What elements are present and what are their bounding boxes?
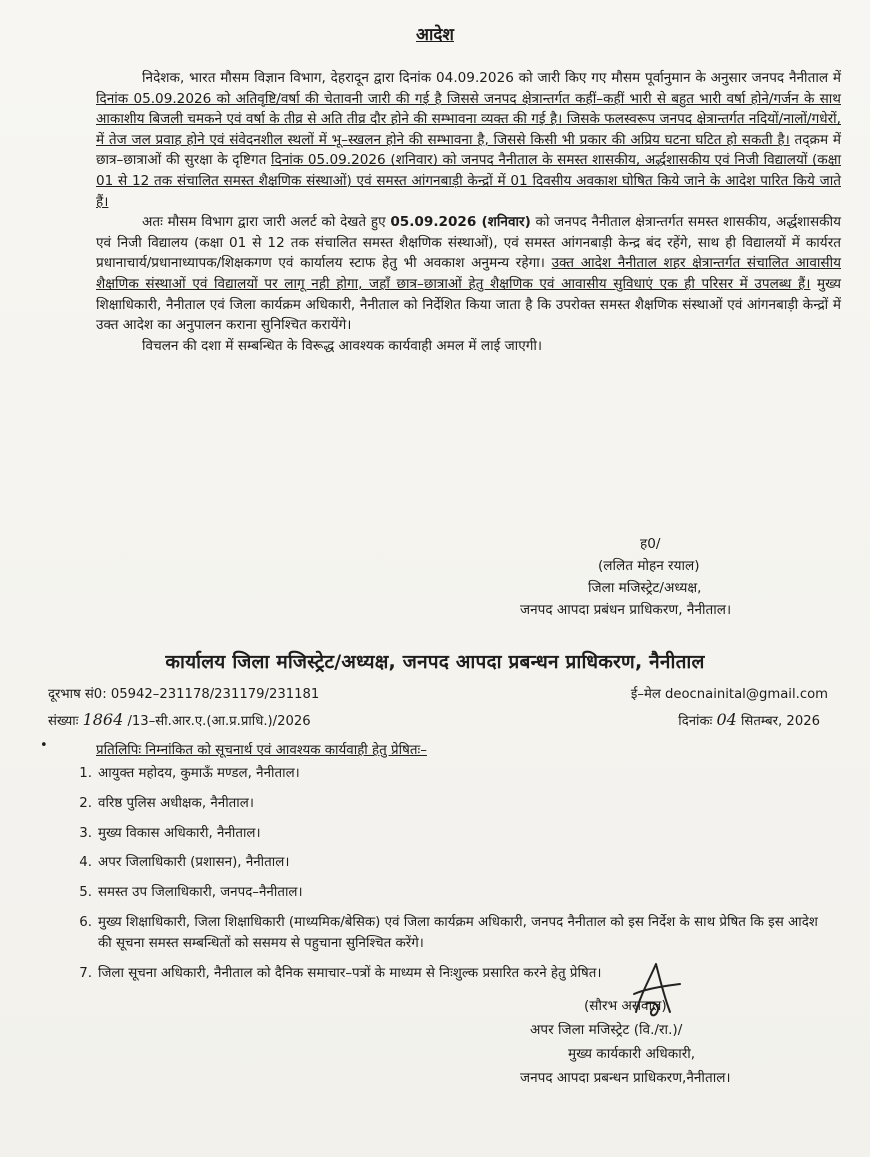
p2-intro: अतः मौसम विभाग द्वारा जारी अलर्ट को देखते हुए (142, 214, 391, 231)
p1-warning-underlined: दिनांक 05.09.2026 को अतिवृष्टि/वर्षा की चेतावनी जारी की गई है जिससे जनपद क्षेत्रान्तर्गत कहीं–कहीं भारी से बहुत भारी वर्षा होने/गर्जन के साथ आकाशीय बिजली चमकने एवं वर्षा के तीव्र से अति तीव्र दौर होने की सम्भावना व्यक्त की गई है। जिसके फलस्वरूप जनपद क्षेत्रान्तर्गत नदियों/नालों/गधेरों, में तेज जल प्रवाह होने एवं संवेदनशील स्थलों में भू–स्खलन होने की सम्भावना है, जिससे किसी भी प्रकार की अप्रिय घटना घटित हो सकती है। (96, 90, 841, 148)
sig1-name: (ललित मोहन रयाल) (598, 558, 700, 574)
reference-number (48, 710, 311, 729)
copy-recipient-number: 3. (79, 825, 92, 841)
copy-recipient-item (60, 764, 830, 785)
order-paragraph-1 (96, 68, 841, 212)
sig1-authority: जनपद आपदा प्रबंधन प्राधिकरण, नैनीताल। (520, 602, 732, 618)
office-header: कार्यालय जिला मजिस्ट्रेट/अध्यक्ष, जनपद आपदा प्रबन्धन प्राधिकरण, नैनीताल (165, 651, 705, 673)
p2-date-bold: 05.09.2026 (शनिवार) (390, 214, 531, 231)
ref-suffix: /13–सी.आर.ए.(आ.प्र.प्राधि.)/2026 (123, 714, 311, 729)
copy-recipient-number: 6. (79, 914, 92, 930)
p2-exception-underlined: उक्त आदेश नैनीताल शहर क्षेत्रान्तर्गत संचालित आवासीय शैक्षणिक संस्थाओं एवं विद्यालयों पर लागू नही होगा, जहाँ छात्र–छात्राओं हेतु शैक्षणिक एवं आवासीय सुविधाएं एक ही परिसर में उपलब्ध हैं। (96, 255, 841, 292)
document-title: आदेश (416, 25, 454, 45)
ref-handwritten: 1864 (82, 710, 124, 729)
signature-block-dm (520, 533, 840, 621)
p2-directive: मुख्य शिक्षाधिकारी, नैनीताल एवं जिला कार्यक्रम अधिकारी, नैनीताल को निर्देशित किया जाता है कि उपरोक्त समस्त शैक्षणिक संस्थाओं एवं आंगनबाड़ी केन्द्रों में उक्त आदेश का अनुपालन कराना सुनिश्चित करायेंगे। (96, 275, 842, 334)
copy-recipient-item (60, 824, 830, 845)
copy-recipient-text: जिला सूचना अधिकारी, नैनीताल को दैनिक समाचार–पत्रों के माध्यम से निःशुल्क प्रसारित करने हेतु प्रेषित। (98, 965, 602, 981)
copy-recipient-text: समस्त उप जिलाधिकारी, जनपद–नैनीताल। (98, 885, 303, 901)
copy-recipient-item (60, 964, 830, 985)
sig2-authority: जनपद आपदा प्रबन्धन प्राधिकरण,नैनीताल। (520, 1070, 731, 1086)
signature-block-adm (520, 994, 830, 1090)
copy-recipient-text: मुख्य विकास अधिकारी, नैनीताल। (98, 825, 261, 841)
p1-middle: तद्क्रम में छात्र–छात्राओं की सुरक्षा के दृष्टिगत (96, 131, 841, 169)
ref-prefix: संख्याः (48, 714, 83, 729)
copy-recipient-number: 2. (79, 795, 92, 811)
margin-mark: • (40, 738, 48, 753)
copy-recipient-text: वरिष्ठ पुलिस अधीक्षक, नैनीताल। (98, 795, 254, 811)
order-paragraph-3: विचलन की दशा में सम्बन्धित के विरूद्ध आवश्यक कार्यवाही अमल में लाई जाएगी। (142, 337, 543, 354)
sig2-ceo: मुख्य कार्यकारी अधिकारी, (568, 1046, 696, 1062)
copy-recipient-item (60, 883, 830, 904)
sig2-name: (सौरभ असवाल) (584, 998, 667, 1014)
reference-row (48, 710, 828, 729)
sig1-designation: जिला मजिस्ट्रेट/अध्यक्ष, (588, 580, 702, 596)
copies-list (60, 764, 830, 993)
email-address: ई–मेल deocnainital@gmail.com (630, 687, 828, 702)
sig2-designation: अपर जिला मजिस्ट्रेट (वि./रा.)/ (530, 1022, 683, 1038)
copy-recipient-text: अपर जिलाधिकारी (प्रशासन), नैनीताल। (98, 855, 290, 871)
p2-details: को जनपद नैनीताल क्षेत्रान्तर्गत समस्त शासकीय, अर्द्धशासकीय एवं निजी विद्यालय (कक्षा 01 से 12 तक संचालित समस्त शैक्षणिक संस्थाओं), एवं समस्त आंगनबाड़ी केन्द्र बंद रहेंगे, साथ ही विद्यालयों में कार्यरत प्रधानाचार्य/प्रधानाध्यापक/शिक्षकगण एवं कार्यालय स्टाफ हेतु भी अवकाश अनुमन्य रहेगा। (96, 214, 841, 272)
contact-row (48, 684, 828, 702)
phone-numbers: दूरभाष सं0: 05942–231178/231179/231181 (48, 687, 320, 702)
copy-recipient-text: मुख्य शिक्षाधिकारी, जिला शिक्षाधिकारी (माध्यमिक/बेसिक) एवं जिला कार्यक्रम अधिकारी, जनपद नैनीताल को इस निर्देश के साथ प्रेषित कि इस आदेश की सूचना समस्त सम्बन्धितों को ससमय से पहुचाना सुनिश्चित करेंगे। (98, 914, 818, 951)
copies-intro: प्रतिलिपिः निम्नांकित को सूचनार्थ एवं आवश्यक कार्यवाही हेतु प्रेषितः– (96, 743, 427, 758)
issue-date (678, 710, 828, 729)
date-prefix: दिनांकः (678, 714, 717, 729)
copy-recipient-number: 5. (79, 885, 92, 901)
copy-recipient-item (60, 853, 830, 874)
p1-intro: निदेशक, भारत मौसम विज्ञान विभाग, देहरादून द्वारा दिनांक 04.09.2026 को जारी किए गए मौसम पूर्वानुमान के अनुसार जनपद नैनीताल में (142, 70, 841, 86)
p1-holiday-order-underlined: दिनांक 05.09.2026 (शनिवार) को जनपद नैनीताल के समस्त शासकीय, अर्द्धशासकीय एवं निजी विद्यालयों (कक्षा 01 से 12 तक संचालित समस्त शैक्षणिक संस्थाओं) एवं समस्त आंगनबाड़ी केन्द्रों में 01 दिवसीय अवकाश घोषित किये जाने के आदेश पारित किये जाते हैं। (96, 152, 842, 210)
copy-recipient-number: 7. (79, 965, 92, 981)
date-suffix: सितम्बर, 2026 (736, 714, 820, 729)
copy-recipient-item (60, 913, 830, 955)
copy-recipient-text: आयुक्त महोदय, कुमाऊँ मण्डल, नैनीताल। (98, 766, 300, 781)
order-paragraph-2 (96, 212, 841, 336)
date-handwritten: 04 (716, 710, 737, 729)
sig1-line1: ह0/ (640, 536, 661, 552)
copy-recipient-item (60, 794, 830, 815)
copy-recipient-number: 1. (79, 766, 92, 781)
copy-recipient-number: 4. (79, 855, 92, 871)
order-body (96, 68, 841, 356)
